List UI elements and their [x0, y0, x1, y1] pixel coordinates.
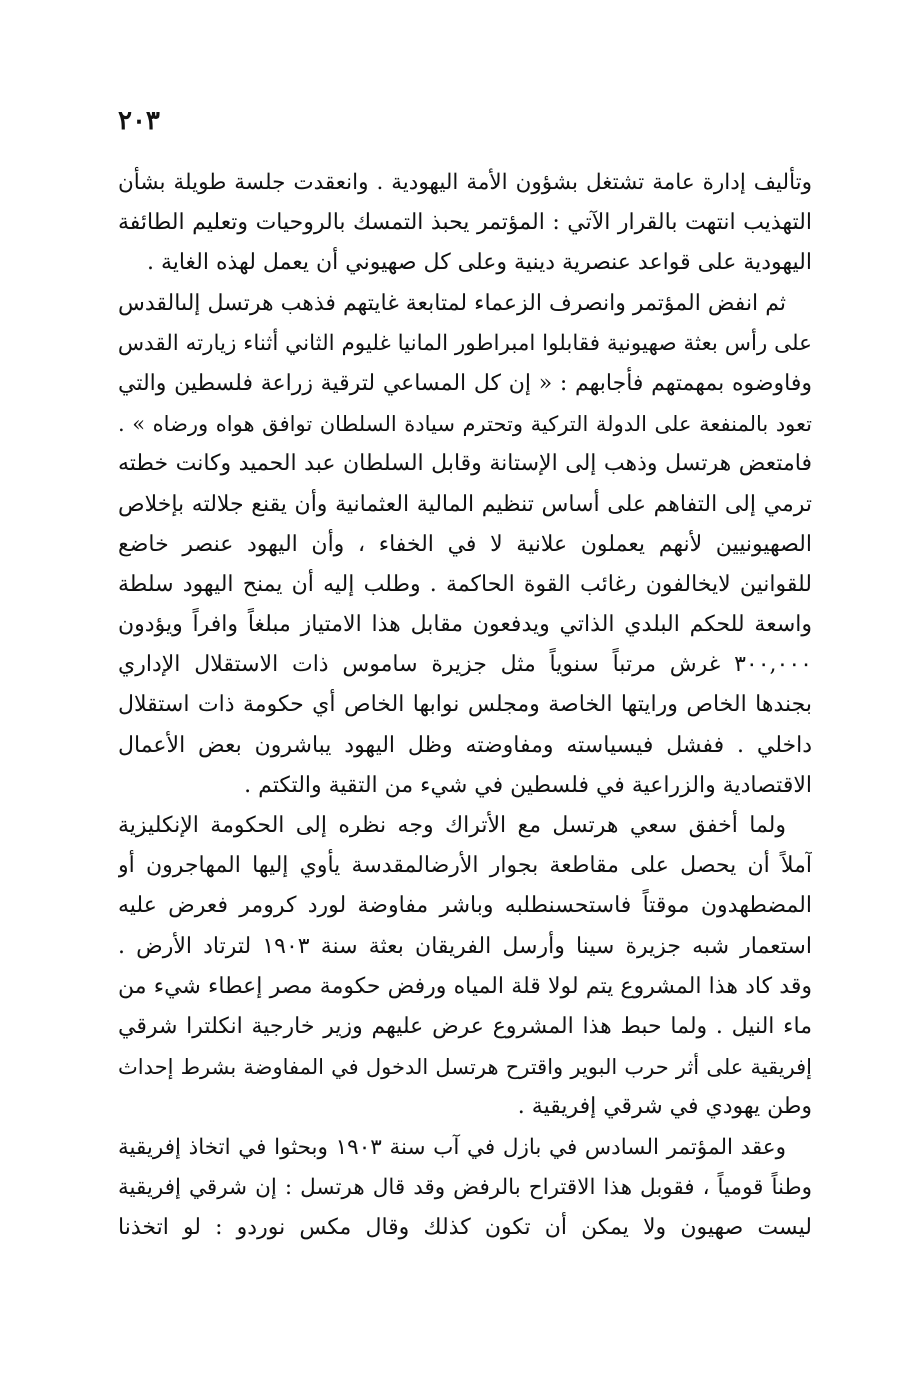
text-line: المضطهدون موقتاً فاستحسنطلبه وباشر مفاوضة لورد كرومر فعرض عليه: [118, 893, 812, 919]
text-line: ماء النيل . ولما حبط هذا المشروع عرض عليهم وزير خارجية انكلترا شرقي: [118, 1013, 812, 1039]
text-line: داخلي . ففشل فيسياسته ومفاوضته وظل اليهود يباشرون بعض الأعمال: [118, 732, 812, 758]
text-line: للقوانين لايخالفون رغائب القوة الحاكمة . وطلب إليه أن يمنح اليهود سلطة: [118, 571, 812, 597]
text-line: ولما أخفق سعي هرتسل مع الأتراك وجه نظره إلى الحكومة الإنكليزية: [118, 813, 786, 838]
page-number: ٢٠٣: [118, 106, 160, 136]
text-line: ثم انفض المؤتمر وانصرف الزعماء لمتابعة غايتهم فذهب هرتسل إلىالقدس: [118, 290, 786, 316]
text-line: بجندها الخاص ورايتها الخاصة ومجلس نوابها الخاص أي حكومة ذات استقلال: [118, 692, 812, 718]
text-line: استعمار شبه جزيرة سينا وأرسل الفريقان بعثة سنة ١٩٠٣ لترتاد الأرض .: [118, 933, 812, 959]
text-line: ترمي إلى التفاهم على أساس تنظيم المالية العثمانية وأن يقنع جلالته بإخلاص: [118, 491, 812, 517]
text-line: إفريقية على أثر حرب البوير واقترح هرتسل الدخول في المفاوضة بشرط إحداث: [118, 1055, 812, 1080]
text-line: تعود بالمنفعة على الدولة التركية وتحترم سيادة السلطان توافق هواه ورضاه » .: [118, 412, 812, 437]
text-line: واسعة للحكم البلدي الذاتي ويدفعون مقابل هذا الامتياز مبلغاً وافراً ويؤدون: [118, 612, 812, 638]
text-line: وطناً قومياً ، فقوبل هذا الاقتراح بالرفض وقد قال هرتسل : إن شرقي إفريقية: [118, 1174, 812, 1200]
text-line: آملاً أن يحصل على مقاطعة بجوار الأرضالمقدسة يأوي إليها المهاجرون أو: [118, 853, 812, 879]
text-line: فامتعض هرتسل وذهب إلى الإستانة وقابل السلطان عبد الحميد وكانت خطته: [118, 451, 812, 477]
text-line: وطن يهودي في شرقي إفريقية .: [517, 1094, 812, 1120]
text-line: ٣٠٠,٠٠٠ غرش مرتباً سنوياً مثل جزيرة ساموس ذات الاستقلال الإداري: [118, 652, 812, 678]
text-line: وقد كاد هذا المشروع يتم لولا قلة المياه ورفض حكومة مصر إعطاء شيء من: [118, 973, 812, 999]
text-line: ليست صهيون ولا يمكن أن تكون كذلك وقال مكس نوردو : لو اتخذنا: [118, 1214, 812, 1240]
text-line: التهذيب انتهت بالقرار الآتي : المؤتمر يحبذ التمسك بالروحيات وتعليم الطائفة: [118, 210, 812, 236]
body-text: [118, 163, 812, 1248]
text-line: وتأليف إدارة عامة تشتغل بشؤون الأمة اليهودية . وانعقدت جلسة طويلة بشأن: [118, 170, 812, 195]
text-line: وفاوضوه بمهمتهم فأجابهم : « إن كل المساعي لترقية زراعة فلسطين والتي: [118, 370, 812, 396]
text-line: اليهودية على قواعد عنصرية دينية وعلى كل صهيوني أن يعمل لهذه الغاية .: [146, 250, 812, 276]
text-line: وعقد المؤتمر السادس في بازل في آب سنة ١٩٠٣ وبحثوا في اتخاذ إفريقية: [118, 1134, 787, 1160]
text-line: الصهيونيين لأنهم يعملون علانية لا في الخفاء ، وأن اليهود عنصر خاضع: [118, 531, 812, 557]
text-line: الاقتصادية والزراعية في فلسطين في شيء من التقية والتكتم .: [244, 772, 812, 798]
text-line: على رأس بعثة صهيونية فقابلوا امبراطور المانيا غليوم الثاني أثناء زيارته القدس: [118, 330, 812, 356]
